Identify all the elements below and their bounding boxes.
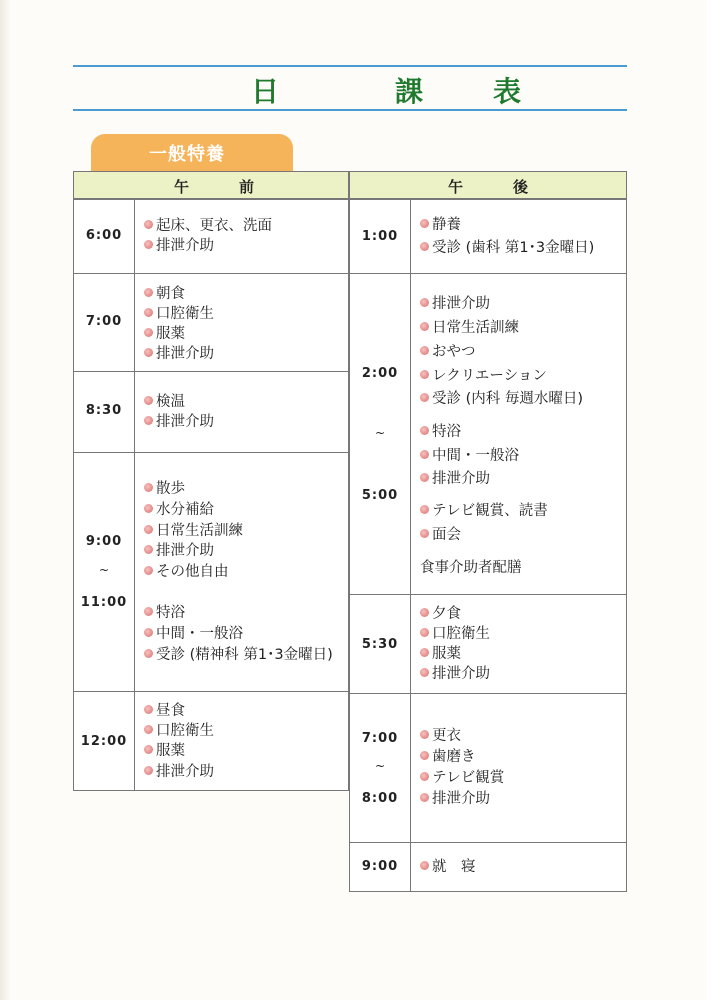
time-label: 5:00	[361, 488, 399, 503]
schedule-item-text: 特浴	[432, 424, 461, 440]
time-cell	[350, 200, 411, 273]
schedule-item-text: 日常生活訓練	[432, 320, 519, 336]
page-binding-shadow	[0, 0, 10, 1000]
schedule-item	[144, 413, 214, 431]
schedule-item	[420, 858, 476, 876]
schedule-item	[420, 727, 461, 745]
time-cell	[350, 595, 411, 693]
time-label: 7:00	[85, 314, 123, 329]
schedule-item	[144, 702, 185, 720]
schedule-item-text: 口腔衛生	[156, 306, 214, 322]
schedule-item	[420, 769, 504, 787]
time-cell	[74, 372, 135, 452]
schedule-item	[420, 665, 490, 683]
schedule-row	[73, 273, 349, 372]
schedule-item-text: 夕食	[432, 606, 461, 622]
pm-header-char: 後	[513, 178, 529, 196]
schedule-item	[144, 345, 214, 363]
time-cell	[74, 274, 135, 371]
schedule-item-text: 受診 (歯科 第1･3金曜日)	[432, 240, 595, 256]
schedule-item-text: 朝食	[156, 286, 185, 302]
schedule-item	[420, 319, 519, 337]
schedule-item	[420, 239, 594, 257]
schedule-item-text: 受診 (精神科 第1･3金曜日)	[156, 647, 333, 663]
bullet-icon	[420, 648, 429, 657]
bullet-icon	[144, 766, 153, 775]
page-title	[73, 70, 627, 106]
schedule-item	[420, 790, 490, 808]
bullet-icon	[144, 308, 153, 317]
schedule-item	[420, 216, 461, 234]
schedule-item	[420, 605, 461, 623]
title-rule-bottom	[73, 109, 627, 111]
schedule-item-text: 排泄介助	[432, 666, 490, 682]
schedule-item	[144, 604, 185, 622]
time-label: 12:00	[80, 734, 128, 749]
schedule-item	[420, 645, 461, 663]
schedule-item-text: 服薬	[432, 646, 461, 662]
schedule-row	[349, 594, 627, 694]
schedule-item-text: 排泄介助	[156, 543, 214, 559]
bullet-icon	[420, 668, 429, 677]
time-cell	[350, 843, 411, 891]
schedule-item	[144, 393, 185, 411]
schedule-row	[349, 842, 627, 892]
schedule-item	[420, 343, 476, 361]
time-range-tilde: ~	[98, 563, 110, 577]
schedule-item	[420, 502, 548, 520]
schedule-item	[144, 563, 229, 581]
schedule-item	[420, 423, 461, 441]
bullet-icon	[144, 348, 153, 357]
bullet-icon	[144, 416, 153, 425]
schedule-item-text: 特浴	[156, 605, 185, 621]
schedule-item	[144, 625, 243, 643]
bullet-icon	[144, 566, 153, 575]
schedule-item	[144, 542, 214, 560]
bullet-icon	[420, 219, 429, 228]
bullet-icon	[420, 370, 429, 379]
schedule-item	[420, 470, 490, 488]
bullet-icon	[420, 628, 429, 637]
time-label: 7:00	[361, 731, 399, 746]
schedule-item	[144, 742, 185, 760]
schedule-row	[349, 693, 627, 843]
schedule-item-text: 口腔衛生	[432, 626, 490, 642]
schedule-item	[420, 625, 490, 643]
title-char: 表	[493, 75, 522, 108]
schedule-item-text: 排泄介助	[156, 414, 214, 430]
schedule-item-text: 排泄介助	[432, 791, 490, 807]
schedule-item-text: 更衣	[432, 728, 461, 744]
bullet-icon	[420, 772, 429, 781]
schedule-item-text: 服薬	[156, 326, 185, 342]
am-header-char: 前	[239, 178, 255, 196]
schedule-item-text: テレビ観賞、読書	[432, 503, 548, 519]
schedule-item-text: 歯磨き	[432, 749, 476, 765]
schedule-item-text: 排泄介助	[156, 238, 214, 254]
schedule-item	[144, 285, 185, 303]
bullet-icon	[144, 328, 153, 337]
bullet-icon	[144, 725, 153, 734]
schedule-item	[420, 295, 490, 313]
time-label: 9:00	[85, 534, 123, 549]
schedule-item-text: 排泄介助	[156, 346, 214, 362]
bullet-icon	[144, 545, 153, 554]
schedule-item-text: その他自由	[156, 564, 229, 580]
bullet-icon	[420, 861, 429, 870]
bullet-icon	[144, 483, 153, 492]
bullet-icon	[420, 346, 429, 355]
schedule-row	[73, 452, 349, 692]
schedule-item-text: 排泄介助	[432, 471, 490, 487]
bullet-icon	[144, 504, 153, 513]
schedule-item	[420, 447, 519, 465]
schedule-item-text: レクリエーション	[432, 368, 547, 384]
time-cell	[74, 453, 135, 691]
schedule-item	[144, 480, 185, 498]
schedule-note: 食事介助者配膳	[420, 560, 522, 576]
time-label: 8:30	[85, 403, 123, 418]
time-label: 5:30	[361, 637, 399, 652]
schedule-item-text: 受診 (内科 毎週水曜日)	[432, 391, 584, 407]
schedule-item-text: 就 寝	[432, 859, 476, 875]
schedule-item	[420, 526, 461, 544]
schedule-item-text: 散歩	[156, 481, 185, 497]
schedule-item	[144, 325, 185, 343]
schedule-row	[73, 691, 349, 791]
schedule-item-text: 水分補給	[156, 502, 214, 518]
schedule-item-text: 口腔衛生	[156, 723, 214, 739]
schedule-item-text: 面会	[432, 527, 461, 543]
schedule-item	[144, 501, 214, 519]
schedule-item-text: 中間・一般浴	[432, 448, 519, 464]
am-header-char: 午	[174, 178, 190, 196]
bullet-icon	[420, 298, 429, 307]
schedule-item	[144, 217, 272, 235]
time-range-tilde: ~	[374, 426, 386, 440]
schedule-item-text: 排泄介助	[156, 764, 214, 780]
section-tab-label: 一般特養	[149, 144, 225, 165]
bullet-icon	[144, 607, 153, 616]
title-char: 日	[251, 75, 280, 108]
time-cell	[350, 274, 411, 594]
schedule-item-text: 静養	[432, 217, 461, 233]
bullet-icon	[420, 793, 429, 802]
schedule-item-text: テレビ観賞	[432, 770, 505, 786]
schedule-item	[420, 748, 476, 766]
time-label: 11:00	[80, 595, 128, 610]
bullet-icon	[420, 730, 429, 739]
schedule-item-text: 中間・一般浴	[156, 626, 243, 642]
schedule-item	[420, 390, 583, 408]
schedule-item-text: 排泄介助	[432, 296, 490, 312]
bullet-icon	[420, 608, 429, 617]
bullet-icon	[144, 745, 153, 754]
bullet-icon	[144, 649, 153, 658]
schedule-item-text: 昼食	[156, 703, 185, 719]
time-label: 2:00	[361, 366, 399, 381]
schedule-item	[144, 722, 214, 740]
am-header	[73, 171, 349, 199]
bullet-icon	[420, 505, 429, 514]
schedule-item	[144, 522, 243, 540]
time-label: 6:00	[85, 228, 123, 243]
time-label: 1:00	[361, 229, 399, 244]
pm-header-char: 午	[448, 178, 464, 196]
time-label: 9:00	[361, 859, 399, 874]
schedule-item-text: 服薬	[156, 743, 185, 759]
bullet-icon	[420, 322, 429, 331]
bullet-icon	[144, 705, 153, 714]
bullet-icon	[420, 426, 429, 435]
section-tab	[91, 134, 293, 172]
time-label: 8:00	[361, 791, 399, 806]
title-char: 課	[395, 75, 424, 108]
bullet-icon	[420, 751, 429, 760]
bullet-icon	[144, 240, 153, 249]
schedule-item	[144, 763, 214, 781]
schedule-row	[349, 199, 627, 274]
time-cell	[74, 692, 135, 790]
schedule-row	[349, 273, 627, 595]
bullet-icon	[420, 529, 429, 538]
schedule-item	[144, 646, 333, 664]
time-range-tilde: ~	[374, 759, 386, 773]
schedule-item-text: 検温	[156, 394, 185, 410]
time-cell	[74, 200, 135, 273]
schedule-item	[144, 305, 214, 323]
schedule-item	[144, 237, 214, 255]
schedule-item-text: 起床、更衣、洗面	[156, 218, 272, 234]
time-cell	[350, 694, 411, 842]
pm-header	[349, 171, 627, 199]
bullet-icon	[144, 220, 153, 229]
bullet-icon	[420, 393, 429, 402]
schedule-row	[73, 371, 349, 453]
bullet-icon	[144, 628, 153, 637]
schedule-item-text: 日常生活訓練	[156, 523, 243, 539]
bullet-icon	[144, 396, 153, 405]
bullet-icon	[420, 473, 429, 482]
bullet-icon	[420, 450, 429, 459]
bullet-icon	[420, 242, 429, 251]
schedule-item-text: おやつ	[432, 344, 476, 360]
bullet-icon	[144, 525, 153, 534]
title-rule-top	[73, 65, 627, 67]
schedule-item	[420, 367, 547, 385]
bullet-icon	[144, 288, 153, 297]
schedule-row	[73, 199, 349, 274]
